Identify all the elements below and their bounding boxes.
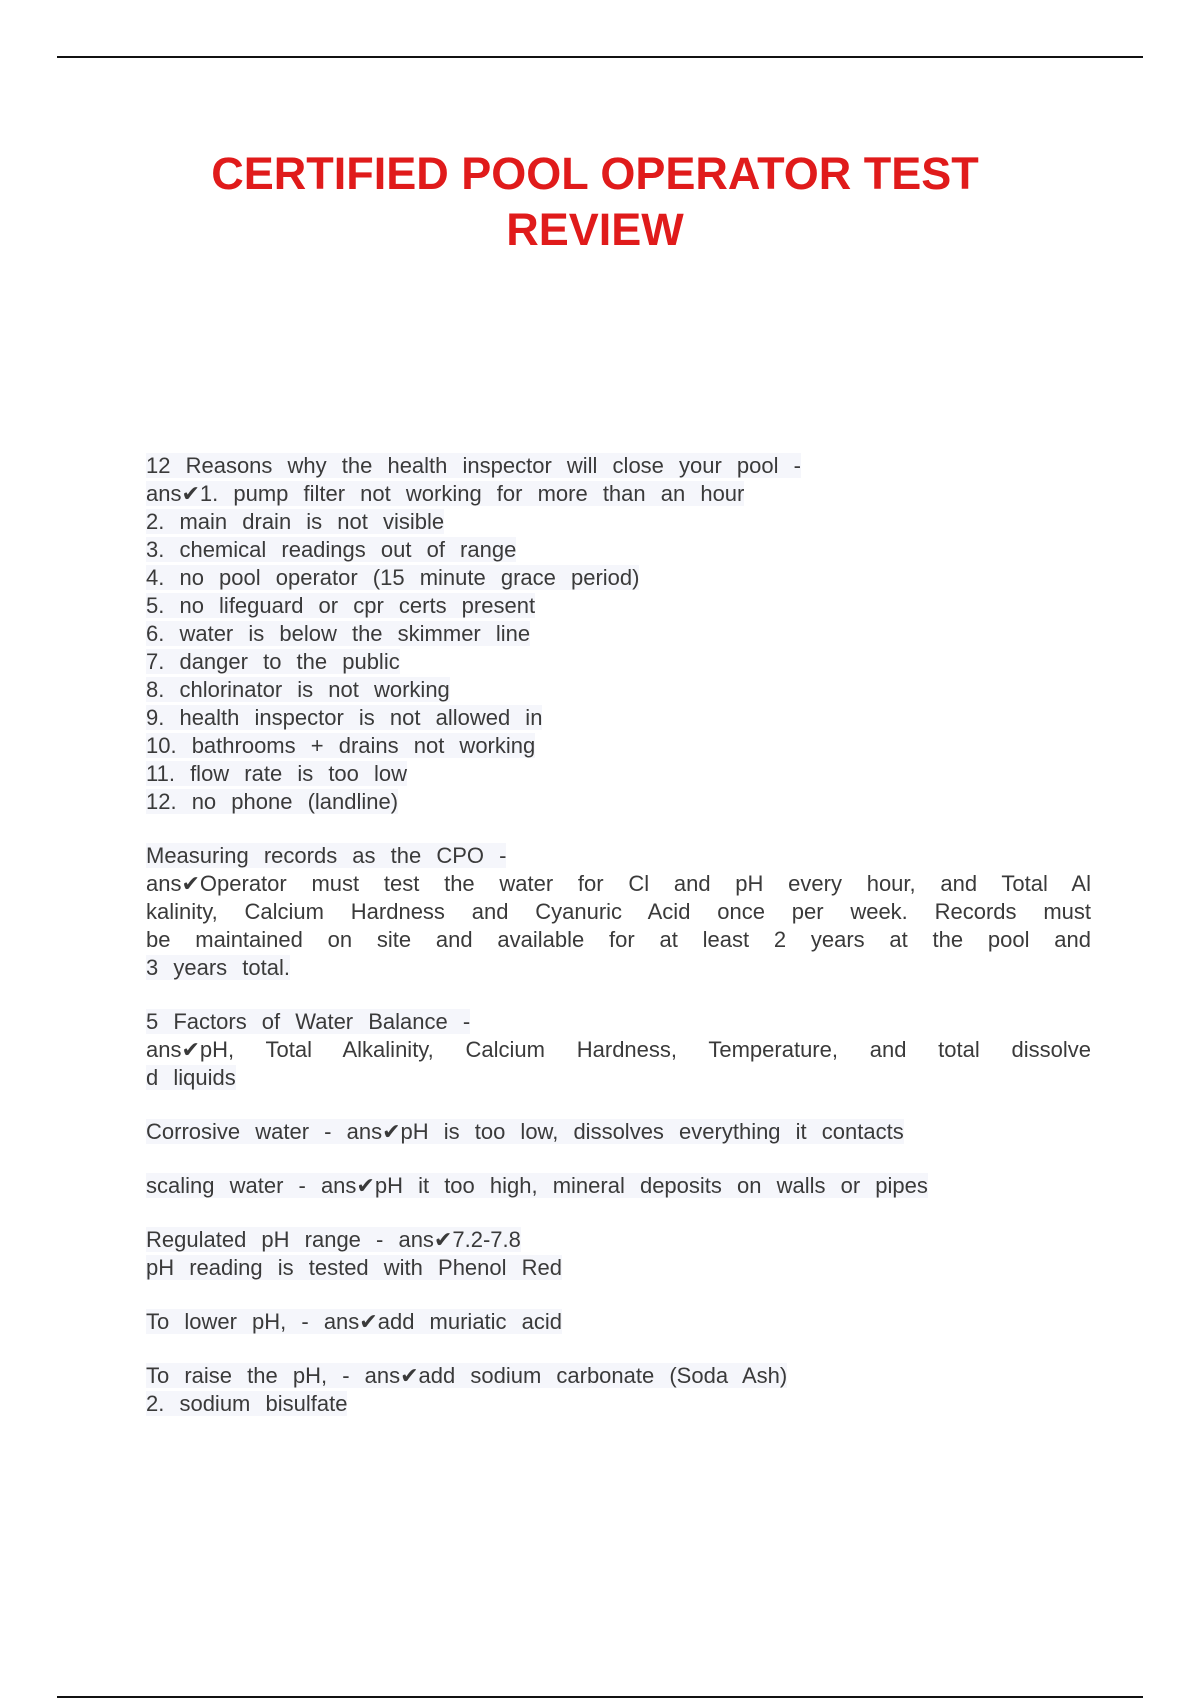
qa-entry-12-reasons: [146, 452, 1091, 816]
text-line: d liquids: [146, 1065, 236, 1090]
text-line: kalinity, Calcium Hardness and Cyanuric Acid once per week. Records must: [146, 899, 1091, 924]
text-line: ans✔Operator must test the water for Cl and pH every hour, and Total Al: [146, 871, 1091, 896]
qa-entry-water-balance: [146, 1008, 1091, 1092]
qa-entry-lower-ph: [146, 1308, 1091, 1336]
text-line: 3 years total.: [146, 955, 290, 980]
top-rule: [57, 56, 1143, 58]
text-line: scaling water - ans✔pH it too high, mineral deposits on walls or pipes: [146, 1173, 928, 1198]
text-line: 8. chlorinator is not working: [146, 677, 450, 702]
text-line: 12. no phone (landline): [146, 789, 399, 814]
text-line: Corrosive water - ans✔pH is too low, dissolves everything it contacts: [146, 1119, 904, 1144]
qa-entry-measuring-records: [146, 842, 1091, 982]
title-line-1: CERTIFIED POOL OPERATOR TEST: [211, 148, 979, 199]
text-line: 9. health inspector is not allowed in: [146, 705, 543, 730]
document-body: [146, 452, 1091, 1444]
document-title: [160, 146, 1030, 258]
qa-entry-ph-range: [146, 1226, 1091, 1282]
qa-entry-scaling-water: [146, 1172, 1091, 1200]
text-line: 3. chemical readings out of range: [146, 537, 517, 562]
text-line: 12 Reasons why the health inspector will close your pool -: [146, 453, 801, 478]
text-line: To raise the pH, - ans✔add sodium carbonate (Soda Ash): [146, 1363, 788, 1388]
qa-entry-corrosive-water: [146, 1118, 1091, 1146]
text-line: To lower pH, - ans✔add muriatic acid: [146, 1309, 563, 1334]
text-line: 2. sodium bisulfate: [146, 1391, 348, 1416]
text-line: 7. danger to the public: [146, 649, 400, 674]
text-line: Regulated pH range - ans✔7.2-7.8: [146, 1227, 521, 1252]
text-line: Measuring records as the CPO -: [146, 843, 507, 868]
text-line: ans✔1. pump filter not working for more than an hour: [146, 481, 745, 506]
text-line: pH reading is tested with Phenol Red: [146, 1255, 562, 1280]
qa-entry-raise-ph: [146, 1362, 1091, 1418]
text-line: 5 Factors of Water Balance -: [146, 1009, 471, 1034]
title-line-2: REVIEW: [506, 204, 684, 255]
text-line: 10. bathrooms + drains not working: [146, 733, 536, 758]
text-line: 6. water is below the skimmer line: [146, 621, 531, 646]
text-line: be maintained on site and available for at least 2 years at the pool and: [146, 927, 1091, 952]
bottom-rule: [57, 1696, 1143, 1698]
text-line: 5. no lifeguard or cpr certs present: [146, 593, 536, 618]
text-line: 4. no pool operator (15 minute grace period): [146, 565, 640, 590]
text-line: 2. main drain is not visible: [146, 509, 445, 534]
text-line: 11. flow rate is too low: [146, 761, 408, 786]
text-line: ans✔pH, Total Alkalinity, Calcium Hardness, Temperature, and total dissolve: [146, 1037, 1091, 1062]
